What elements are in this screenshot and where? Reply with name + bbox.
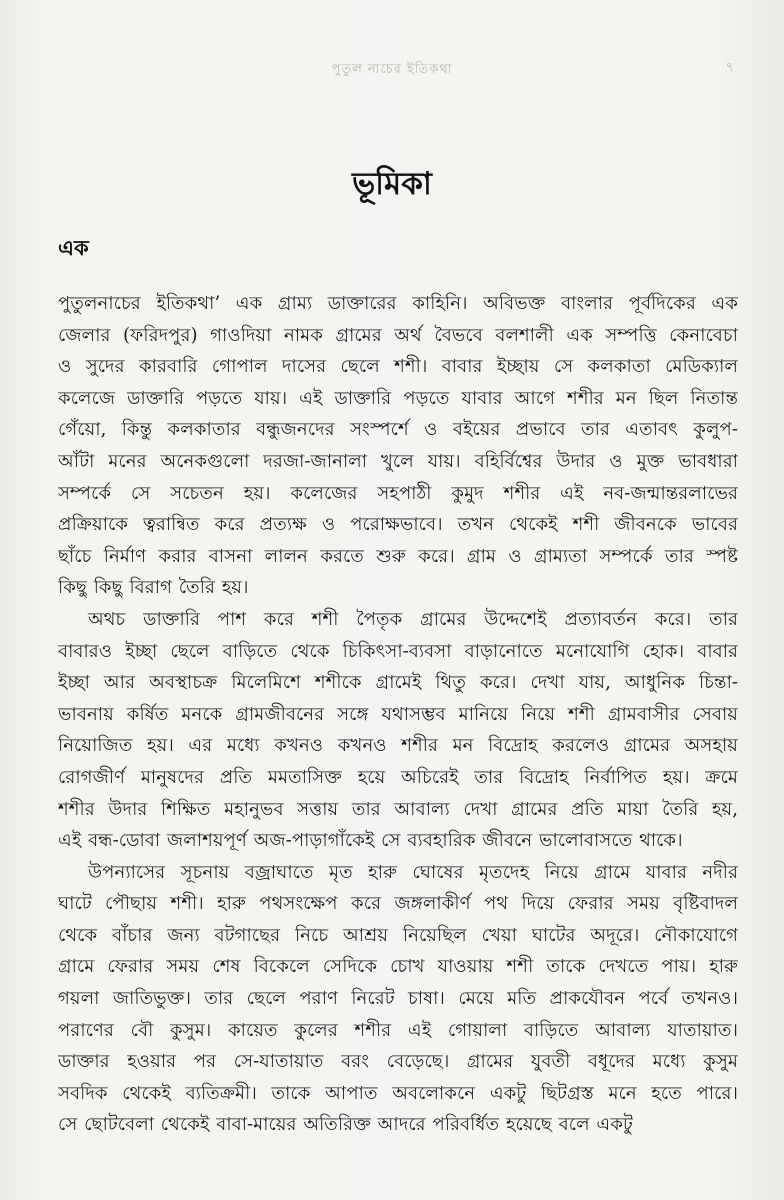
text-line: কিছু কিছু বিরাগ তৈরি হয়।	[58, 577, 249, 599]
text-line: উপন্যাসের সূচনায় বজ্রাঘাতে মৃত হারু ঘোষের মৃতদেহ নিয়ে গ্রামে যাবার নদীর	[88, 861, 738, 883]
text-line: ডাক্তার হওয়ার পর সে-যাতায়াত বরং বেড়েছে। গ্রামের যুবতী বধূদের মধ্যে কুসুম	[58, 1051, 738, 1073]
text-line: আঁটা মনের অনেকগুলো দরজা-জানালা খুলে যায়। বহির্বিশ্বের উদার ও মুক্ত ভাবধারা	[58, 450, 738, 472]
text-line: অথচ ডাক্তারি পাশ করে শশী পৈতৃক গ্রামের উদ্দেশেই প্রত্যাবর্তন করে। তার	[88, 608, 738, 630]
page-number: ৭	[725, 60, 734, 75]
text-line: রোগজীর্ণ মানুষদের প্রতি মমতাসিক্ত হয়ে অচিরেই তার বিদ্রোহ নির্বাপিত হয়। ক্রমে	[58, 766, 738, 788]
text-line: সে ছোটবেলা থেকেই বাবা-মায়ের অতিরিক্ত আদরে পরিবর্ধিত হয়েছে বলে একটু	[58, 1114, 633, 1136]
text-line: জেলার (ফরিদপুর) গাওদিয়া নামক গ্রামের অর্থ বৈভবে বলশালী এক সম্পত্তি কেনাবেচা	[58, 324, 738, 346]
paragraph	[58, 857, 738, 1141]
text-line: ইচ্ছা আর অবস্থাচক্র মিলেমিশে শশীকে গ্রামেই থিতু করে। দেখা যায়, আধুনিক চিন্তা-	[58, 672, 738, 694]
section-label: এক	[58, 235, 89, 260]
text-line: ঘাটে পৌছায় শশী। হারু পথসংক্ষেপ করে জঙ্গলাকীর্ণ পথ দিয়ে ফেরার সময় বৃষ্টিবাদল	[58, 893, 738, 915]
text-line: গয়লা জাতিভুক্ত। তার ছেলে পরাণ নিরেট চাষা। মেয়ে মতি প্রাকযৌবন পর্বে তখনও।	[58, 988, 738, 1010]
text-line: কলেজে ডাক্তারি পড়তে যায়। এই ডাক্তারি পড়তে যাবার আগে শশীর মন ছিল নিতান্ত	[58, 387, 738, 409]
text-line: সম্পর্কে সে সচেতন হয়। কলেজের সহপাঠী কুমুদ শশীর এই নব-জন্মান্তরলাভের	[58, 482, 738, 504]
text-line: বাবারও ইচ্ছা ছেলে বাড়িতে থেকে চিকিৎসা-ব্যবসা বাড়ানোতে মনোযোগি হোক। বাবার	[58, 640, 738, 662]
body-text	[58, 288, 738, 1141]
text-line: গ্রামে ফেরার সময় শেষ বিকেলে সেদিকে চোখ যাওয়ায় শশী তাকে দেখতে পায়। হারু	[58, 956, 738, 978]
text-line: প্রক্রিয়াকে ত্বরান্বিত করে প্রত্যক্ষ ও পরোক্ষভাবে। তখন থেকেই শশী জীবনকে ভাবের	[58, 514, 738, 536]
text-line: ভাবনায় কর্ষিত মনকে গ্রামজীবনের সঙ্গে যথাসম্ভব মানিয়ে নিয়ে শশী গ্রামবাসীর সেবায়	[58, 703, 738, 725]
text-line: থেকে বাঁচার জন্য বটগাছের নিচে আশ্রয় নিয়েছিল খেয়া ঘাটের অদূরে। নৌকাযোগে	[58, 924, 738, 946]
text-line: গেঁয়ো, কিন্তু কলকাতার বন্ধুজনদের সংস্পর্শে ও বইয়ের প্রভাবে তার এতাবৎ কুলুপ-	[58, 419, 738, 441]
text-line: পরাণের বৌ কুসুম। কায়েত কুলের শশীর এই গোয়ালা বাড়িতে আবাল্য যাতায়াত।	[58, 1019, 738, 1041]
paragraph	[58, 604, 738, 857]
text-line: ছাঁচে নির্মাণ করার বাসনা লালন করতে শুরু করে। গ্রাম ও গ্রাম্যতা সম্পর্কে তার স্পষ্ট	[58, 545, 738, 567]
paragraph	[58, 288, 738, 604]
text-line: এই বন্ধ-ডোবা জলাশয়পূর্ণ অজ-পাড়াগাঁকেই সে ব্যবহারিক জীবনে ভালোবাসতে থাকে।	[58, 830, 683, 852]
text-line: পুতুলনাচের ইতিকথা’ এক গ্রাম্য ডাক্তারের কাহিনি। অবিভক্ত বাংলার পূর্বদিকের এক	[58, 293, 738, 314]
text-line: শশীর উদার শিক্ষিত মহানুভব সত্তায় তার আবাল্য দেখা গ্রামের প্রতি মায়া তৈরি হয়,	[58, 798, 738, 820]
running-head: পুতুল নাচের ইতিকথা	[331, 62, 453, 77]
chapter-title: ভূমিকা	[352, 166, 432, 202]
text-line: ও সুদের কারবারি গোপাল দাসের ছেলে শশী। বাবার ইচ্ছায় সে কলকাতা মেডিক্যাল	[58, 356, 738, 378]
text-line: সবদিক থেকেই ব্যতিক্রমী। তাকে আপাত অবলোকনে একটু ছিটগ্রস্ত মনে হতে পারে।	[58, 1082, 738, 1104]
text-line: নিয়োজিত হয়। এর মধ্যে কখনও কখনও শশীর মন বিদ্রোহ করলেও গ্রামের অসহায়	[58, 735, 738, 757]
